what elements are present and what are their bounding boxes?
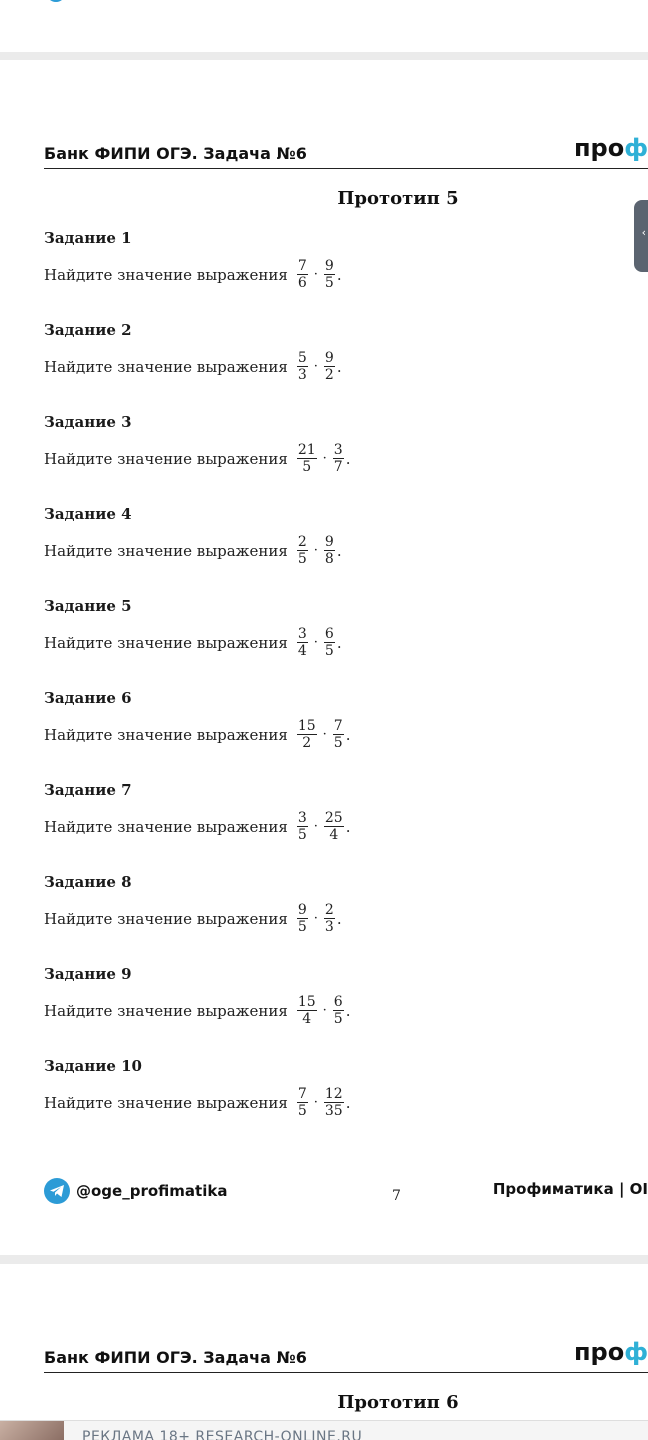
fraction-numerator: 25: [324, 810, 343, 826]
fraction: [297, 810, 308, 843]
task-title: Задание 9: [44, 965, 132, 983]
task-prompt: Найдите значение выражения: [44, 817, 288, 836]
task-prompt: Найдите значение выражения: [44, 357, 288, 376]
telegram-handle[interactable]: @oge_profimatika: [76, 1182, 228, 1200]
telegram-icon[interactable]: [44, 1178, 70, 1204]
page-header: [44, 134, 648, 169]
task-statement: [44, 350, 342, 383]
fraction: [324, 626, 335, 659]
task-title: Задание 3: [44, 413, 132, 431]
task-prompt: Найдите значение выражения: [44, 909, 288, 928]
fraction-numerator: 3: [297, 626, 307, 642]
fraction-denominator: 6: [297, 275, 307, 291]
chevron-left-icon: ‹: [641, 226, 646, 239]
task-statement: [44, 534, 342, 567]
task-prompt: Найдите значение выражения: [44, 1001, 288, 1020]
fraction-numerator: 7: [333, 718, 343, 734]
fraction-denominator: 5: [297, 919, 307, 935]
fraction-denominator: 2: [324, 367, 334, 383]
fraction-denominator: 4: [297, 643, 307, 659]
fraction-denominator: 5: [324, 275, 334, 291]
period: .: [345, 1001, 351, 1020]
fraction-denominator: 5: [297, 551, 307, 567]
page-number: 7: [392, 1188, 401, 1204]
fraction: [324, 1086, 344, 1119]
task-statement: [44, 626, 342, 659]
task-title: Задание 10: [44, 1057, 142, 1075]
multiply-operator: ·: [322, 1003, 327, 1018]
fraction-numerator: 9: [324, 350, 334, 366]
fraction: [297, 258, 308, 291]
task-title: Задание 2: [44, 321, 132, 339]
fraction-denominator: 2: [302, 735, 312, 751]
fraction-denominator: 4: [329, 827, 339, 843]
fraction: [297, 902, 308, 935]
telegram-plane-icon: [49, 1184, 65, 1198]
task-item: [44, 780, 604, 843]
period: .: [336, 633, 342, 652]
fraction: [324, 350, 335, 383]
period: .: [336, 357, 342, 376]
multiply-operator: ·: [313, 911, 318, 926]
page-footer: [44, 1178, 648, 1208]
fraction: [333, 718, 344, 751]
task-item: [44, 504, 604, 567]
fraction-denominator: 5: [302, 459, 312, 475]
task-item: [44, 412, 604, 475]
fraction-denominator: 4: [302, 1011, 312, 1027]
multiply-operator: ·: [313, 635, 318, 650]
period: .: [345, 817, 351, 836]
task-statement: [44, 442, 351, 475]
ad-banner[interactable]: [0, 1420, 648, 1440]
fraction-numerator: 5: [297, 350, 307, 366]
task-statement: [44, 258, 342, 291]
fraction-denominator: 5: [333, 735, 343, 751]
task-title: Задание 4: [44, 505, 132, 523]
task-prompt: Найдите значение выражения: [44, 725, 288, 744]
fraction-numerator: 9: [324, 534, 334, 550]
prototype-title: Прототип 5: [337, 188, 459, 209]
task-item: [44, 228, 604, 291]
task-title: Задание 8: [44, 873, 132, 891]
fraction: [297, 350, 308, 383]
next-logo-accent-text: ф: [624, 1338, 648, 1366]
ad-label[interactable]: РЕКЛАМА 18+ RESEARCH-ONLINE.RU: [82, 1429, 363, 1440]
next-prototype-title: Прототип 6: [337, 1392, 459, 1413]
fraction-denominator: 7: [333, 459, 343, 475]
multiply-operator: ·: [313, 267, 318, 282]
multiply-operator: ·: [322, 727, 327, 742]
fraction: [333, 994, 344, 1027]
fraction: [297, 994, 317, 1027]
fraction: [297, 1086, 308, 1119]
fraction-numerator: 9: [297, 902, 307, 918]
next-logo-text: про: [573, 1338, 625, 1366]
fraction: [324, 534, 335, 567]
fraction-numerator: 9: [324, 258, 334, 274]
multiply-operator: ·: [313, 359, 318, 374]
task-statement: [44, 994, 351, 1027]
logo-text: про: [573, 134, 625, 162]
fraction-numerator: 15: [297, 994, 316, 1010]
task-statement: [44, 810, 351, 843]
fraction-denominator: 5: [297, 1103, 307, 1119]
fraction-denominator: 3: [324, 919, 334, 935]
multiply-operator: ·: [313, 543, 318, 558]
task-item: [44, 320, 604, 383]
multiply-operator: ·: [313, 1095, 318, 1110]
task-prompt: Найдите значение выражения: [44, 541, 288, 560]
fraction-denominator: 5: [324, 643, 334, 659]
task-item: [44, 872, 604, 935]
fraction: [297, 626, 308, 659]
multiply-operator: ·: [322, 451, 327, 466]
fraction: [324, 258, 335, 291]
fraction-numerator: 6: [324, 626, 334, 642]
task-statement: [44, 1086, 351, 1119]
task-title: Задание 5: [44, 597, 132, 615]
ad-image: [0, 1421, 64, 1440]
fraction: [324, 902, 335, 935]
period: .: [345, 1093, 351, 1112]
fraction-numerator: 3: [297, 810, 307, 826]
previous-page-fragment: [0, 0, 648, 52]
task-item: [44, 1056, 604, 1119]
task-title: Задание 1: [44, 229, 132, 247]
multiply-operator: ·: [313, 819, 318, 834]
period: .: [336, 541, 342, 560]
task-prompt: Найдите значение выражения: [44, 449, 288, 468]
fraction: [324, 810, 344, 843]
next-header-title: Банк ФИПИ ОГЭ. Задача №6: [44, 1348, 307, 1367]
footer-brand: Профиматика | ОІ: [492, 1180, 648, 1198]
next-page-header: [44, 1338, 648, 1373]
brand-logo: [574, 134, 648, 162]
task-statement: [44, 902, 342, 935]
task-title: Задание 7: [44, 781, 132, 799]
period: .: [336, 265, 342, 284]
task-item: [44, 964, 604, 1027]
fraction-numerator: 15: [297, 718, 316, 734]
task-item: [44, 596, 604, 659]
fraction-numerator: 6: [333, 994, 343, 1010]
fraction: [297, 442, 317, 475]
fraction-denominator: 35: [324, 1103, 343, 1119]
fraction-numerator: 21: [297, 442, 316, 458]
fraction-numerator: 2: [324, 902, 334, 918]
fraction-denominator: 8: [324, 551, 334, 567]
logo-accent-text: ф: [624, 134, 648, 162]
fraction: [297, 534, 308, 567]
telegram-icon-partial: [46, 0, 66, 2]
side-panel-tab[interactable]: [634, 200, 648, 272]
fraction-numerator: 2: [297, 534, 307, 550]
fraction-numerator: 7: [297, 1086, 307, 1102]
fraction-numerator: 7: [297, 258, 307, 274]
fraction-denominator: 5: [333, 1011, 343, 1027]
fraction: [297, 718, 317, 751]
task-statement: [44, 718, 351, 751]
task-title: Задание 6: [44, 689, 132, 707]
task-prompt: Найдите значение выражения: [44, 633, 288, 652]
header-title: Банк ФИПИ ОГЭ. Задача №6: [44, 144, 307, 163]
fraction-numerator: 3: [333, 442, 343, 458]
period: .: [345, 449, 351, 468]
fraction-numerator: 12: [324, 1086, 343, 1102]
next-brand-logo: [574, 1338, 648, 1366]
task-item: [44, 688, 604, 751]
fraction-denominator: 5: [297, 827, 307, 843]
task-prompt: Найдите значение выражения: [44, 1093, 288, 1112]
fraction-denominator: 3: [297, 367, 307, 383]
fraction: [333, 442, 344, 475]
period: .: [345, 725, 351, 744]
document-page: [0, 60, 648, 1255]
period: .: [336, 909, 342, 928]
next-document-page: [0, 1264, 648, 1440]
task-prompt: Найдите значение выражения: [44, 265, 288, 284]
